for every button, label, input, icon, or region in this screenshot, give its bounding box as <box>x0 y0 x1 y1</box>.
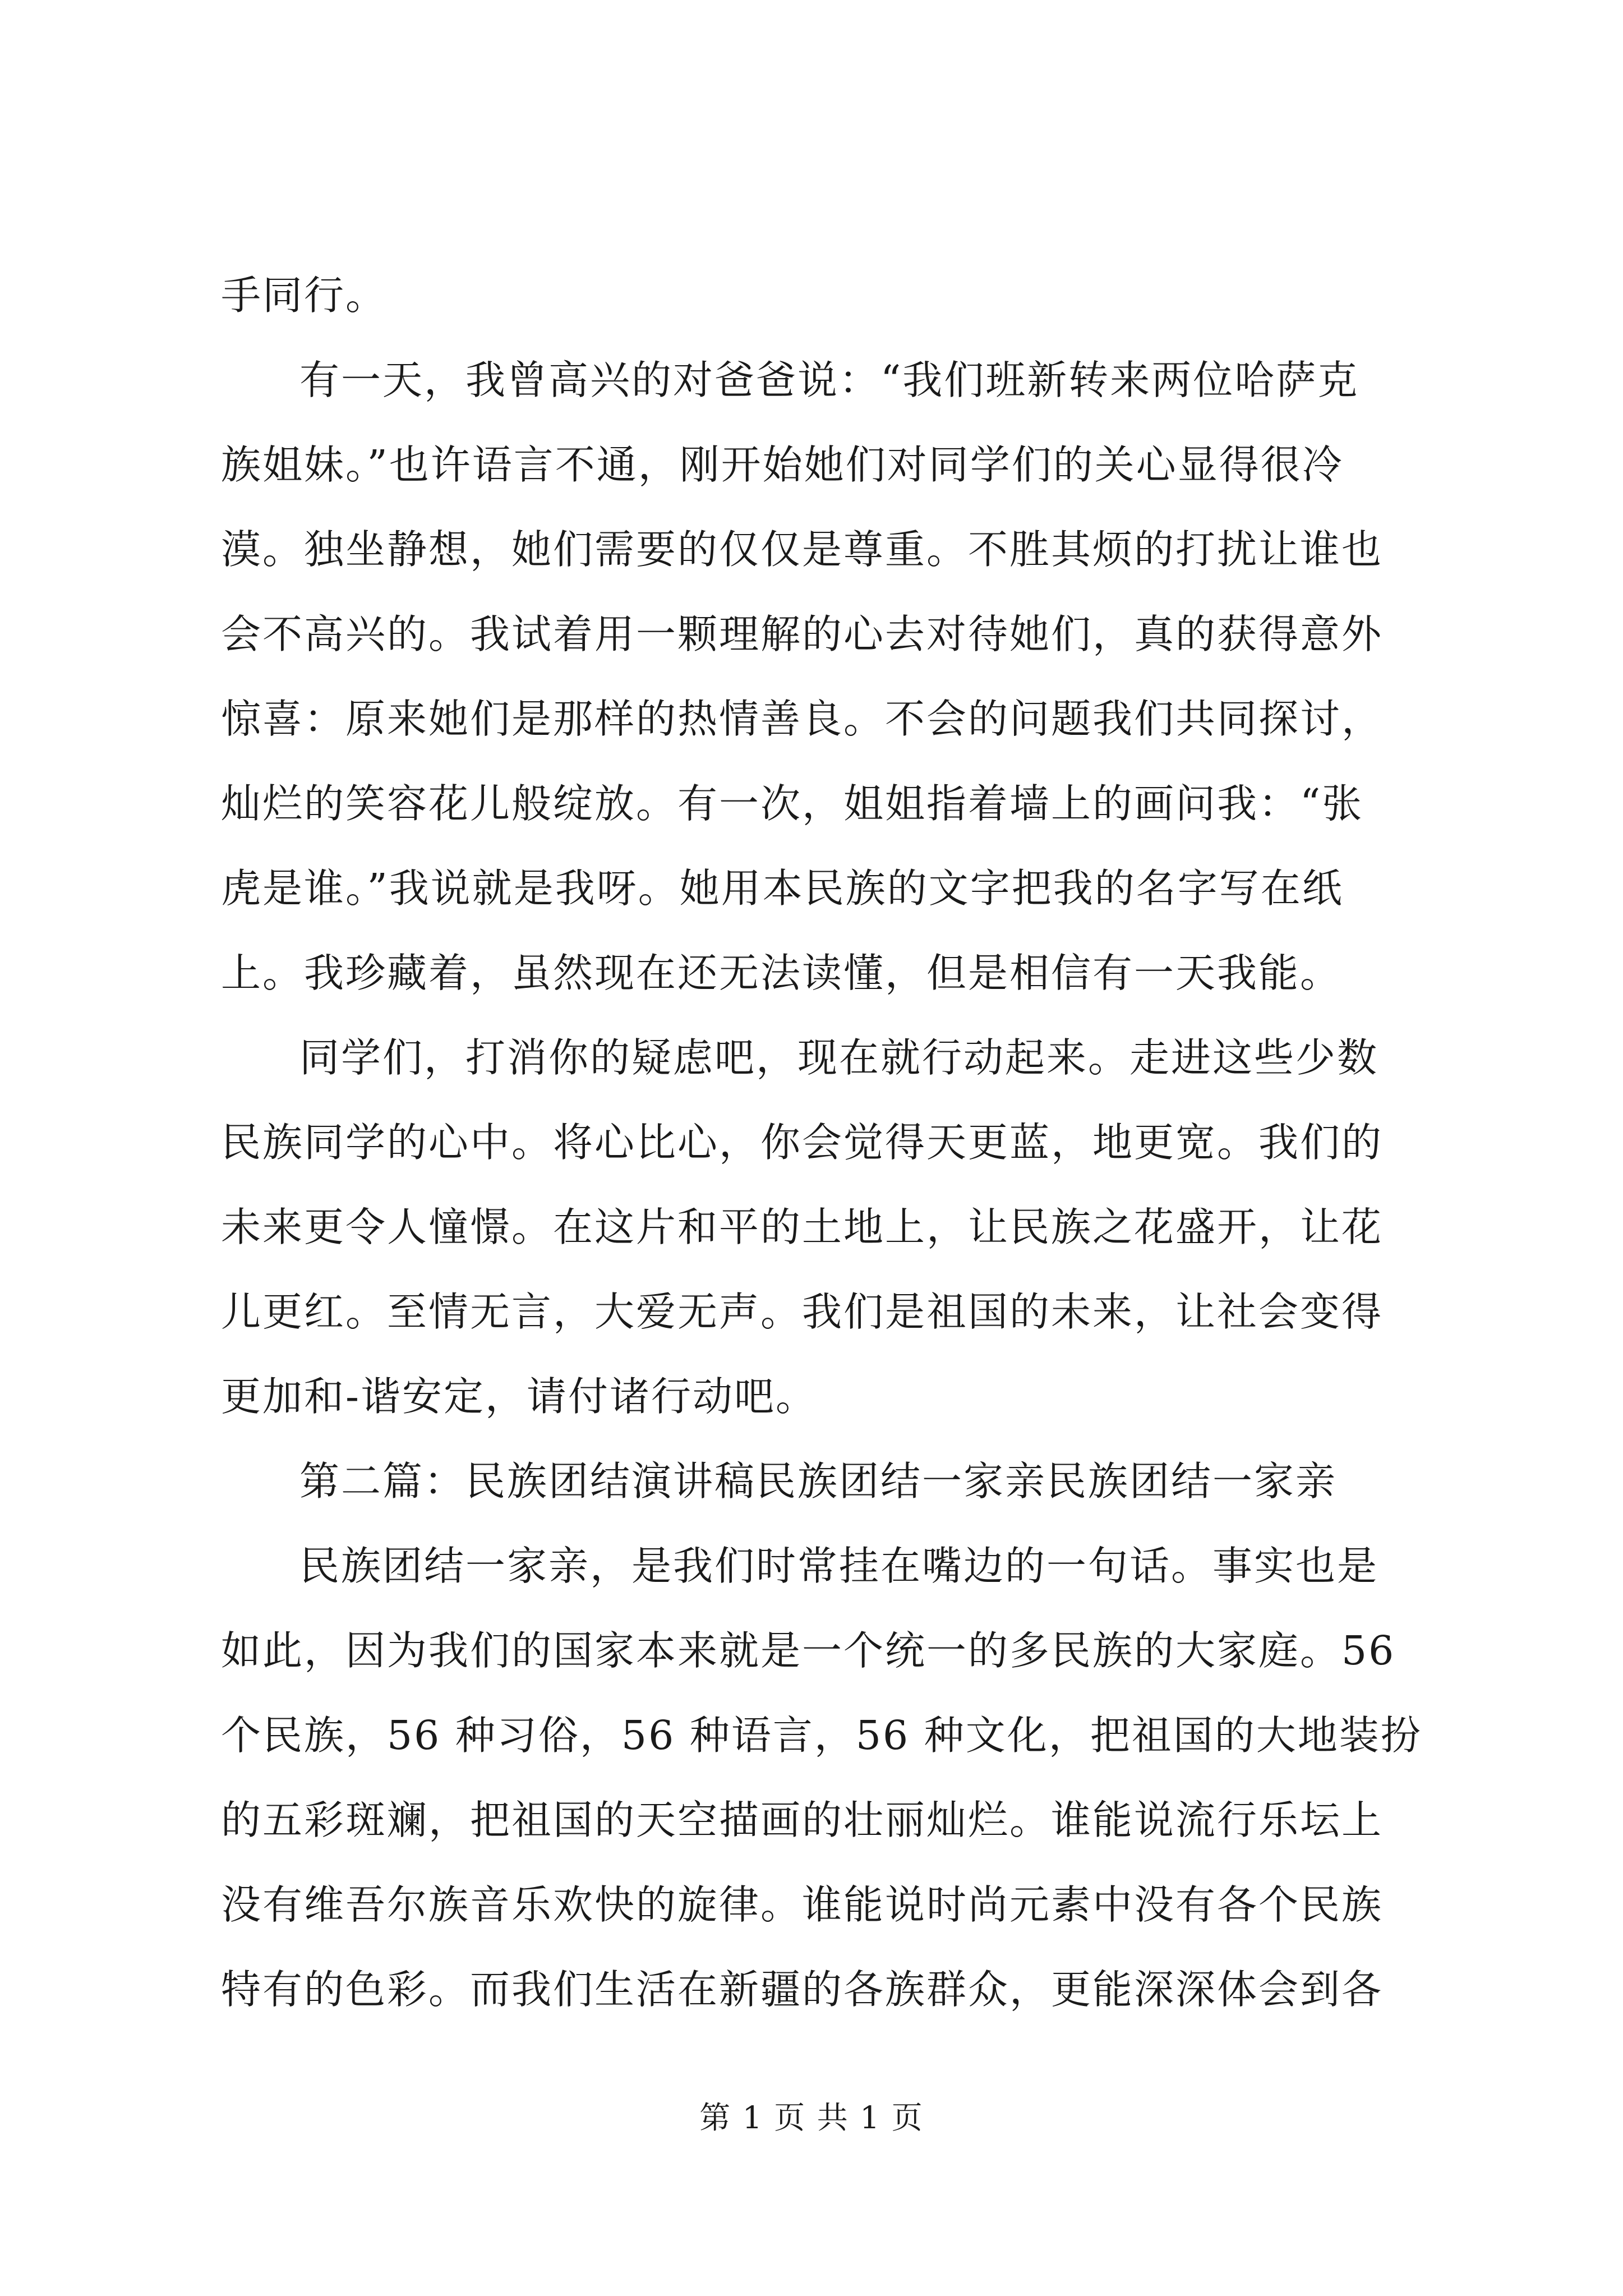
paragraph-line: 族姐妹。”也许语言不通，刚开始她们对同学们的关心显得很冷 <box>221 441 1344 488</box>
paragraph-line: 特有的色彩。而我们生活在新疆的各族群众，更能深深体会到各 <box>221 1966 1384 2013</box>
paragraph-line: 虎是谁。”我说就是我呀。她用本民族的文字把我的名字写在纸 <box>221 865 1344 912</box>
paragraph-line: 会不高兴的。我试着用一颗理解的心去对待她们，真的获得意外 <box>221 611 1384 657</box>
paragraph-line: 上。我珍藏着，虽然现在还无法读懂，但是相信有一天我能。 <box>221 950 1342 996</box>
paragraph-line: 儿更红。至情无言，大爱无声。我们是祖国的未来，让社会变得 <box>221 1289 1384 1335</box>
paragraph-line: 漠。独坐静想，她们需要的仅仅是尊重。不胜其烦的打扰让谁也 <box>221 526 1384 573</box>
paragraph-line: 同学们，打消你的疑虑吧，现在就行动起来。走进这些少数 <box>299 1034 1379 1081</box>
paragraph-line: 民族团结一家亲，是我们时常挂在嘴边的一句话。事实也是 <box>299 1543 1379 1589</box>
section-heading: 第二篇：民族团结演讲稿民族团结一家亲民族团结一家亲 <box>299 1458 1338 1504</box>
paragraph-line: 未来更令人憧憬。在这片和平的土地上，让民族之花盛开，让花 <box>221 1204 1384 1250</box>
paragraph-line: 的五彩斑斓，把祖国的天空描画的壮丽灿烂。谁能说流行乐坛上 <box>221 1797 1384 1843</box>
paragraph-line: 如此，因为我们的国家本来就是一个统一的多民族的大家庭。56 <box>221 1627 1396 1674</box>
paragraph-line: 手同行。 <box>221 272 388 319</box>
page-footer: 第 1 页 共 1 页 <box>699 2100 924 2136</box>
paragraph-line: 个民族，56 种习俗，56 种语言，56 种文化，把祖国的大地装扮 <box>221 1712 1422 1759</box>
paragraph-line: 惊喜：原来她们是那样的热情善良。不会的问题我们共同探讨， <box>221 696 1384 742</box>
paragraph-line: 更加和-谐安定，请付诸行动吧。 <box>221 1373 817 1420</box>
paragraph-line: 没有维吾尔族音乐欢快的旋律。谁能说时尚元素中没有各个民族 <box>221 1881 1384 1928</box>
paragraph-line: 民族同学的心中。将心比心，你会觉得天更蓝，地更宽。我们的 <box>221 1119 1384 1166</box>
paragraph-line: 灿烂的笑容花儿般绽放。有一次，姐姐指着墙上的画问我：“张 <box>221 780 1364 827</box>
paragraph-line: 有一天，我曾高兴的对爸爸说：“我们班新转来两位哈萨克 <box>299 357 1359 403</box>
